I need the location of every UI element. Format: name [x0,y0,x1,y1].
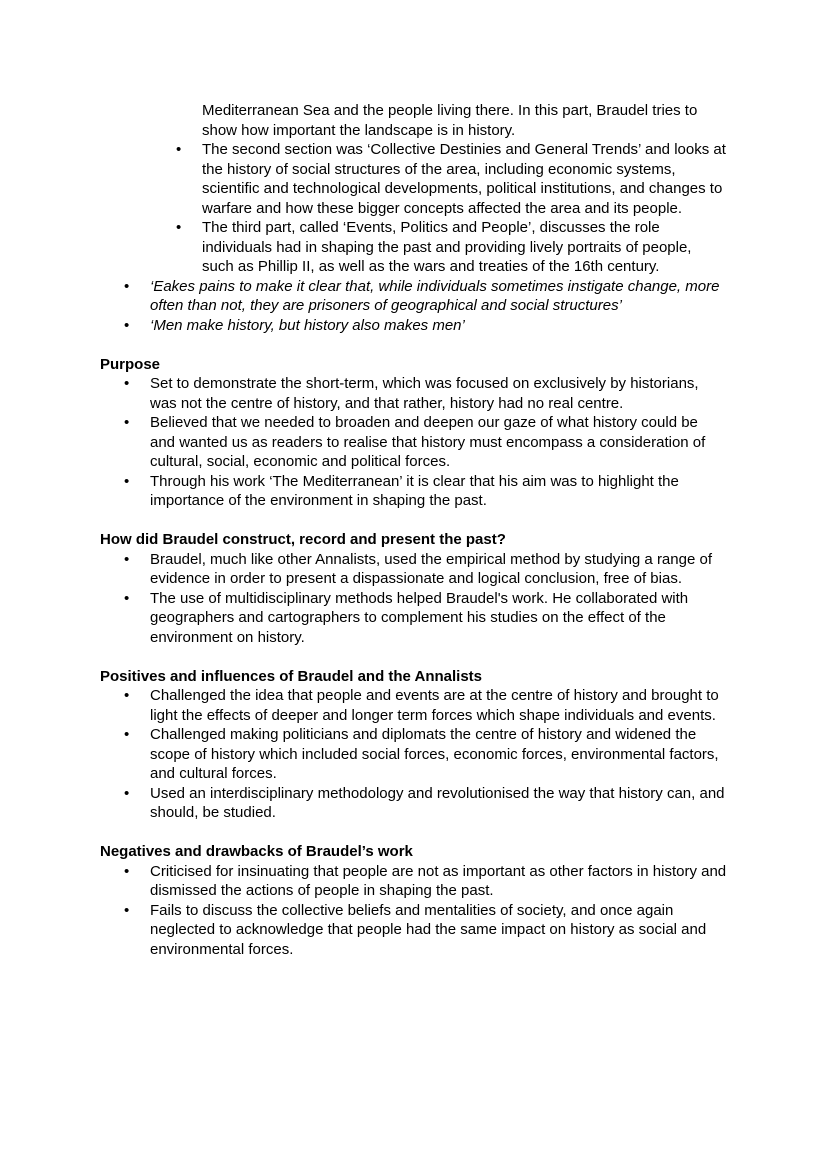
bullet-icon: • [124,472,130,490]
bullet-icon: • [124,901,130,919]
section-heading: How did Braudel construct, record and present the past? [100,531,506,548]
bullet-text: Challenged the idea that people and events are at the centre of history and brought to light the effects of deeper and longer term forces which shape individuals and events. [150,687,719,724]
document-content [100,101,727,959]
bullet-item [100,140,727,218]
bullet-item [100,901,727,960]
bullet-text: Fails to discuss the collective beliefs and mentalities of society, and once again neglected to acknowledge that people had the same impact on history as social and environmental forces. [150,901,707,958]
section-heading: Negatives and drawbacks of Braudel’s work [100,843,413,860]
bullet-item [100,550,727,589]
bullet-icon: • [124,375,130,392]
bullet-icon: • [176,141,182,158]
bullet-text: Through his work ‘The Mediterranean’ it is clear that his aim was to highlight the importance of the environment in shaping the past. [150,472,679,509]
bullet-icon: • [124,726,130,743]
bullet-icon: • [124,316,130,334]
paragraph-continuation: Mediterranean Sea and the people living there. In this part, Braudel tries to show how important the landscape is in history. [202,102,698,139]
bullet-item [100,277,727,316]
bullet-icon: • [124,550,130,568]
bullet-text: The second section was ‘Collective Destinies and General Trends’ and looks at the history of social structures of the area, including economic systems, scientific and technological developments, political institutions, and changes to warfare and how these bigger concepts affected the area and its people. [202,141,726,217]
bullet-text: Criticised for insinuating that people are not as important as other factors in history and dismissed the actions of people in shaping the past. [150,862,727,899]
bullet-item [100,862,727,901]
bullet-text: Set to demonstrate the short-term, which was focused on exclusively by historians, was not the centre of history, and that rather, history had no real centre. [150,375,699,412]
bullet-text: Used an interdisciplinary methodology and revolutionised the way that history can, and should, be studied. [150,784,725,821]
bullet-text: ‘Men make history, but history also makes men’ [150,316,465,334]
bullet-item [100,374,727,413]
bullet-icon: • [124,414,130,431]
bullet-item [100,413,727,472]
section-heading: Purpose [100,355,161,373]
bullet-item [100,218,727,277]
bullet-item [100,784,727,823]
bullet-icon: • [124,784,130,802]
bullet-text: Braudel, much like other Annalists, used the empirical method by studying a range of evidence in order to present a dispassionate and logical conclusion, free of bias. [150,550,712,587]
bullet-icon: • [124,589,130,607]
bullet-item [100,725,727,784]
bullet-icon: • [124,687,130,704]
bullet-text: Believed that we needed to broaden and deepen our gaze of what history could be and wanted us as readers to realise that history must encompass a consideration of cultural, social, economic and political forces. [150,414,706,470]
bullet-text: Challenged making politicians and diplomats the centre of history and widened the scope of history which included social forces, economic forces, environmental factors, and cultural forces. [150,726,719,782]
bullet-text: The use of multidisciplinary methods helped Braudel's work. He collaborated with geographers and cartographers to complement his studies on the effect of the environment on history. [150,589,689,646]
bullet-text: The third part, called ‘Events, Politics and People’, discusses the role individuals had in shaping the past and providing lively portraits of people, such as Phillip II, as well as the wars and treaties of the 16th century. [202,219,692,275]
section-heading: Positives and influences of Braudel and the Annalists [100,667,483,685]
bullet-icon: • [124,277,130,295]
bullet-icon: • [124,862,130,880]
bullet-icon: • [176,219,182,236]
bullet-item [100,686,727,725]
bullet-item [100,316,727,336]
bullet-item [100,472,727,511]
bullet-text: ‘Eakes pains to make it clear that, while individuals sometimes instigate change, more often than not, they are prisoners of geographical and social structures’ [150,277,720,314]
bullet-item [100,589,727,648]
